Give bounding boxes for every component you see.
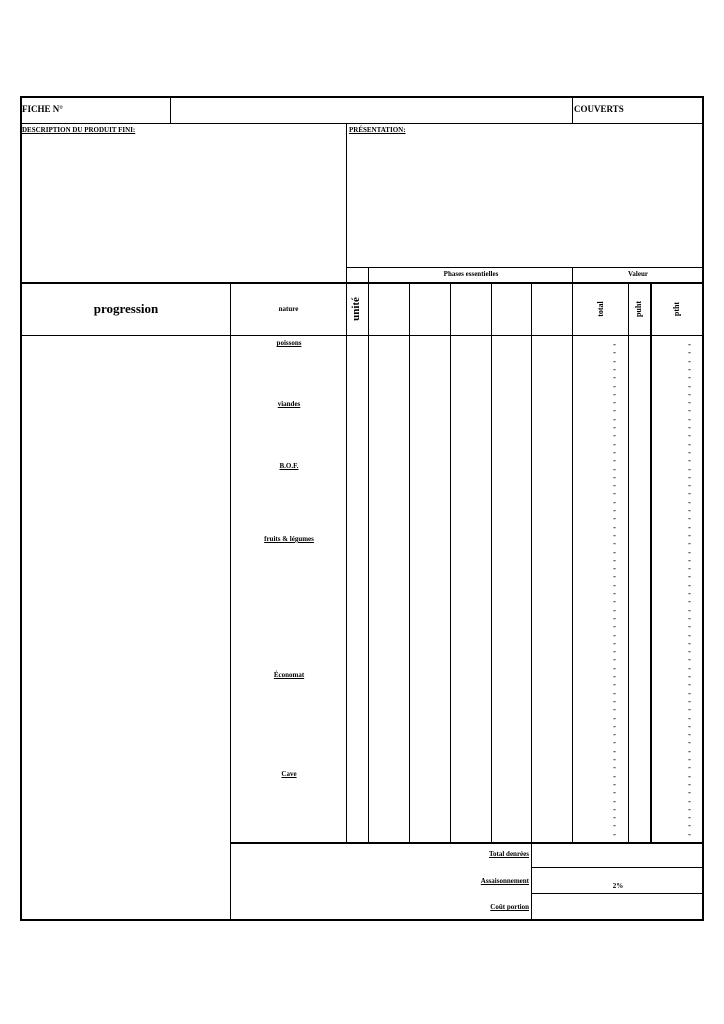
dash-placeholder: - bbox=[688, 621, 691, 632]
dash-placeholder: - bbox=[613, 754, 616, 764]
dash-placeholder: - bbox=[688, 837, 691, 847]
dash-placeholder: - bbox=[688, 521, 691, 532]
dash-placeholder: - bbox=[688, 405, 691, 416]
dash-placeholder: - bbox=[613, 637, 616, 648]
dash-placeholder: - bbox=[613, 671, 616, 681]
dash-placeholder: - bbox=[688, 795, 691, 806]
dash-placeholder: - bbox=[688, 347, 691, 358]
dash-placeholder: - bbox=[688, 513, 691, 524]
dash-placeholder: - bbox=[613, 778, 616, 789]
progression-header: progression bbox=[93, 301, 159, 316]
cout-portion-label: Coût portion bbox=[490, 903, 529, 911]
dash-placeholder: - bbox=[688, 430, 691, 441]
puht-header: puht bbox=[634, 301, 643, 318]
dash-placeholder: - bbox=[688, 355, 691, 366]
dash-placeholder: - bbox=[688, 463, 691, 474]
dash-placeholder: - bbox=[688, 496, 691, 507]
dash-placeholder: - bbox=[688, 538, 691, 549]
dash-placeholder: - bbox=[688, 363, 691, 374]
dash-placeholder: - bbox=[613, 339, 616, 349]
dash-placeholder: - bbox=[688, 679, 691, 690]
dash-placeholder: - bbox=[688, 546, 691, 557]
dash-placeholder: - bbox=[613, 820, 616, 831]
dash-placeholder: - bbox=[613, 513, 616, 524]
dash-placeholder: - bbox=[613, 496, 616, 507]
dash-placeholder: - bbox=[688, 505, 691, 515]
dash-placeholder: - bbox=[613, 695, 616, 706]
total-denrees-field[interactable] bbox=[533, 844, 703, 866]
dash-placeholder: - bbox=[688, 712, 691, 723]
dash-placeholder: - bbox=[613, 538, 616, 549]
dash-placeholder: - bbox=[688, 588, 691, 598]
dash-placeholder: - bbox=[613, 438, 616, 449]
dash-placeholder: - bbox=[613, 529, 616, 540]
fiche-number-field[interactable] bbox=[172, 98, 570, 122]
category-cave: Cave bbox=[281, 770, 297, 778]
dash-placeholder: - bbox=[613, 422, 616, 432]
dash-placeholder: - bbox=[613, 612, 616, 623]
dash-placeholder: - bbox=[613, 629, 616, 640]
dash-placeholder: - bbox=[613, 546, 616, 557]
dash-placeholder: - bbox=[688, 529, 691, 540]
category-poissons: poissons bbox=[276, 339, 302, 347]
dash-placeholder: - bbox=[688, 422, 691, 432]
dash-placeholder: - bbox=[613, 729, 616, 740]
dash-placeholder: - bbox=[688, 637, 691, 648]
dash-placeholder: - bbox=[688, 820, 691, 831]
couverts-label: COUVERTS bbox=[574, 104, 624, 114]
category-viandes: viandes bbox=[277, 400, 301, 408]
cout-portion-field[interactable] bbox=[533, 895, 703, 919]
dash-placeholder: - bbox=[688, 778, 691, 789]
dash-placeholder: - bbox=[688, 554, 691, 565]
dash-placeholder: - bbox=[613, 762, 616, 773]
dash-placeholder: - bbox=[613, 405, 616, 416]
dash-placeholder: - bbox=[688, 803, 691, 814]
dash-placeholder: - bbox=[688, 596, 691, 607]
dash-placeholder: - bbox=[613, 604, 616, 615]
dash-placeholder: - bbox=[688, 471, 691, 482]
dash-placeholder: - bbox=[613, 812, 616, 823]
dash-placeholder: - bbox=[613, 654, 616, 665]
dash-placeholder: - bbox=[613, 704, 616, 715]
dash-placeholder: - bbox=[613, 355, 616, 366]
dash-placeholder: - bbox=[613, 413, 616, 424]
dash-placeholder: - bbox=[613, 430, 616, 441]
dash-placeholder: - bbox=[613, 588, 616, 598]
dash-placeholder: - bbox=[688, 828, 691, 839]
phases-label: Phases essentielles bbox=[443, 270, 499, 278]
dash-placeholder: - bbox=[613, 347, 616, 358]
dash-placeholder: - bbox=[613, 571, 616, 582]
dash-placeholder: - bbox=[613, 787, 616, 798]
dash-placeholder: - bbox=[613, 795, 616, 806]
dash-placeholder: - bbox=[688, 745, 691, 756]
dash-placeholder: - bbox=[613, 621, 616, 632]
dash-placeholder: - bbox=[688, 488, 691, 499]
dash-placeholder: - bbox=[688, 695, 691, 706]
dash-placeholder: - bbox=[613, 596, 616, 607]
dash-placeholder: - bbox=[688, 729, 691, 740]
dash-placeholder: - bbox=[613, 662, 616, 673]
dash-placeholder: - bbox=[613, 687, 616, 698]
description-label: DESCRIPTION DU PRODUIT FINI: bbox=[22, 126, 136, 134]
dash-placeholder: - bbox=[688, 754, 691, 764]
assaisonnement-value: 2% bbox=[612, 882, 624, 890]
dash-placeholder: - bbox=[688, 646, 691, 657]
dash-placeholder: - bbox=[613, 828, 616, 839]
dash-placeholder: - bbox=[688, 612, 691, 623]
dash-placeholder: - bbox=[613, 679, 616, 690]
dash-placeholder: - bbox=[688, 654, 691, 665]
dash-placeholder: - bbox=[688, 413, 691, 424]
dash-placeholder: - bbox=[613, 712, 616, 723]
dash-placeholder: - bbox=[688, 579, 691, 590]
dash-placeholder: - bbox=[688, 770, 691, 781]
dash-placeholder: - bbox=[613, 488, 616, 499]
dash-placeholder: - bbox=[688, 438, 691, 449]
dash-placeholder: - bbox=[688, 563, 691, 574]
dash-placeholder: - bbox=[613, 770, 616, 781]
dash-placeholder: - bbox=[613, 480, 616, 491]
dash-placeholder: - bbox=[688, 339, 691, 349]
dash-placeholder: - bbox=[688, 762, 691, 773]
category-fruits-legumes: fruits & légumes bbox=[264, 535, 314, 543]
fiche-label: FICHE N° bbox=[22, 104, 63, 114]
dash-placeholder: - bbox=[688, 388, 691, 399]
dash-placeholder: - bbox=[688, 704, 691, 715]
dash-placeholder: - bbox=[613, 388, 616, 399]
dash-placeholder: - bbox=[613, 397, 616, 408]
dash-placeholder: - bbox=[688, 380, 691, 391]
dash-placeholder: - bbox=[688, 687, 691, 698]
dash-placeholder: - bbox=[688, 446, 691, 457]
dash-placeholder: - bbox=[688, 720, 691, 731]
dash-placeholder: - bbox=[613, 521, 616, 532]
dash-placeholder: - bbox=[688, 629, 691, 640]
dash-placeholder: - bbox=[688, 571, 691, 582]
dash-placeholder: - bbox=[613, 803, 616, 814]
dash-placeholder: - bbox=[613, 363, 616, 374]
dash-placeholder: - bbox=[688, 812, 691, 823]
category-economat: Économat bbox=[273, 671, 305, 679]
category-bof: B.O.F. bbox=[279, 462, 299, 470]
dash-placeholder: - bbox=[613, 837, 616, 847]
dash-placeholder: - bbox=[613, 554, 616, 565]
dash-placeholder: - bbox=[688, 372, 691, 383]
dash-placeholder: - bbox=[613, 380, 616, 391]
dash-placeholder: - bbox=[613, 646, 616, 657]
ptht-header: ptht bbox=[672, 301, 681, 317]
dash-placeholder: - bbox=[613, 745, 616, 756]
dash-placeholder: - bbox=[688, 671, 691, 681]
assaisonnement-label: Assaisonnement bbox=[480, 877, 529, 885]
dash-placeholder: - bbox=[613, 372, 616, 383]
dash-placeholder: - bbox=[688, 737, 691, 748]
unite-header: unité bbox=[350, 297, 362, 321]
nature-header: nature bbox=[278, 305, 299, 313]
dash-placeholder: - bbox=[613, 471, 616, 482]
dash-placeholder: - bbox=[688, 787, 691, 798]
dash-placeholder: - bbox=[613, 579, 616, 590]
dash-placeholder: - bbox=[688, 480, 691, 491]
dash-placeholder: - bbox=[688, 662, 691, 673]
description-field[interactable] bbox=[22, 136, 344, 280]
presentation-field[interactable] bbox=[349, 136, 701, 266]
dash-placeholder: - bbox=[613, 737, 616, 748]
total-denrees-label: Total denrées bbox=[489, 850, 529, 858]
dash-placeholder: - bbox=[613, 446, 616, 457]
dash-placeholder: - bbox=[688, 604, 691, 615]
dash-placeholder: - bbox=[688, 397, 691, 408]
total-header: total bbox=[596, 301, 605, 317]
presentation-label: PRÉSENTATION: bbox=[349, 126, 406, 134]
valeur-label: Valeur bbox=[628, 270, 648, 278]
dash-placeholder: - bbox=[613, 505, 616, 515]
dash-placeholder: - bbox=[613, 463, 616, 474]
dash-placeholder: - bbox=[613, 720, 616, 731]
dash-placeholder: - bbox=[688, 455, 691, 466]
dash-placeholder: - bbox=[613, 455, 616, 466]
dash-placeholder: - bbox=[613, 563, 616, 574]
